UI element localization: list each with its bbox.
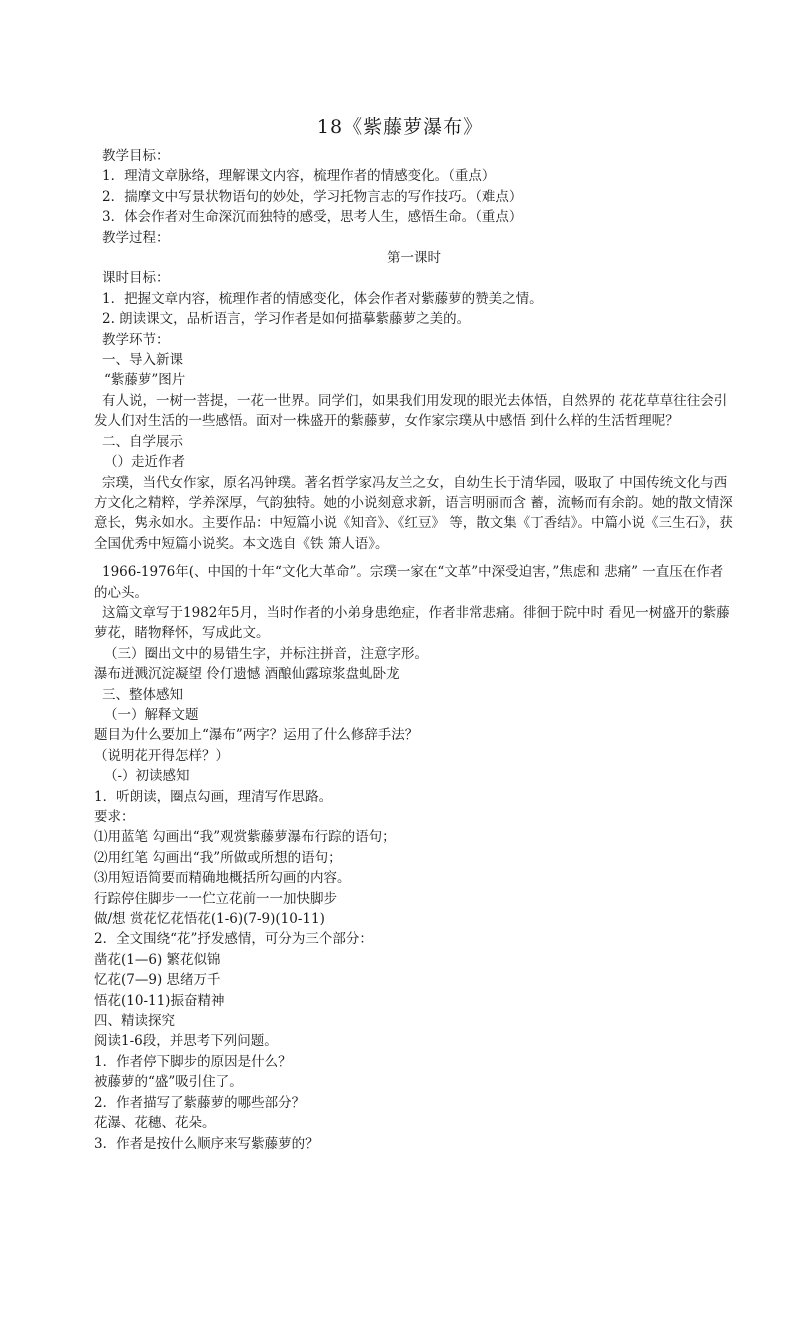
text-line: 1．作者停下脚步的原因是什么？: [94, 1053, 292, 1070]
text-line: 第一课时: [387, 250, 441, 267]
text-line: 做/想 赏花忆花悟花(1-6)(7-9)(10-11): [94, 911, 325, 928]
document-body: [94, 146, 734, 1154]
text-line: 二、自学展示: [102, 433, 183, 450]
text-line: 被藤萝的“盛”吸引住了。: [94, 1074, 243, 1091]
text-line: 2．揣摩文中写景状物语句的妙处，学习托物言志的写作技巧。（难点）: [102, 188, 523, 205]
text-line: 1．把握文章内容，梳理作者的情感变化，体会作者对紫藤萝的赞美之情。: [102, 290, 543, 307]
text-line: 有人说，一树一菩提，一花一世界。同学们，如果我们用发现的眼光去体悟，自然界的 花花草草往往会引发人们对生活的一些感悟。面对一株盛开的紫藤萝，女作家宗璞从中感悟 到什么样的生活哲理呢？: [94, 392, 728, 430]
text-line: 悟花(10-11)振奋精神: [94, 992, 225, 1009]
text-line: （）走近作者: [104, 454, 185, 471]
text-line: 2. 朗读课文，品析语言，学习作者是如何描摹紫藤萝之美的。: [102, 311, 471, 328]
text-line: 行踪停住脚步一一伫立花前一一加快脚步: [94, 890, 337, 907]
text-line: 要求：: [94, 809, 135, 825]
text-line: 2．全文围绕“花”抒发感情，可分为三个部分：: [94, 931, 373, 948]
text-line: 教学环节：: [102, 331, 170, 348]
text-line: 宗璞，当代女作家，原名冯钟璞。著名哲学家冯友兰之女，自幼生长于清华园，吸取了 中国传统文化与西方文化之精粹，学养深厚，气韵独特。她的小说刻意求新，语言明丽而含 蓄，流畅而有余韵。她的散文情深意长，隽永如水。主要作品：中短篇小说《知音》、《红豆》 等，散文集《丁香结》。中篇小说《三生石》，获全国优秀中短篇小说奖。本文选自《铁 箫人语》。: [94, 474, 733, 552]
text-line: 2．作者描写了紫藤萝的哪些部分？: [94, 1094, 306, 1111]
text-line: 花瀑、花穗、花朵。: [94, 1115, 216, 1132]
text-line: ⑵用红笔 勾画出“我”所做或所想的语句；: [94, 849, 342, 866]
text-line: 教学目标：: [102, 148, 170, 164]
text-line: 教学过程：: [102, 229, 170, 246]
text-line: （-）初读感知: [104, 768, 190, 785]
text-line: 题目为什么要加上“瀑布”两字？运用了什么修辞手法？: [94, 727, 419, 744]
text-line: 3．作者是按什么顺序来写紫藤萝的？: [94, 1135, 319, 1152]
text-line: “紫藤萝”图片: [104, 372, 186, 389]
text-line: （说明花开得怎样？）: [94, 747, 229, 764]
text-line: 这篇文章写于1982年5月，当时作者的小弟身患绝症，作者非常悲痛。徘徊于院中时 看见一树盛开的紫藤萝花，睹物释怀，写成此文。: [94, 604, 730, 642]
text-line: 阅读1-6段，并思考下列问题。: [94, 1033, 278, 1050]
text-line: （一）解释文题: [104, 706, 199, 723]
text-line: 3．体会作者对生命深沉而独特的感受，思考人生，感悟生命。（重点）: [102, 209, 523, 226]
text-line: 忆花(7—9) 思绪万千: [94, 972, 221, 989]
text-line: ⑴用蓝笔 勾画出“我”观赏紫藤萝瀑布行踪的语句；: [94, 829, 396, 846]
text-line: 课时目标：: [102, 270, 170, 287]
text-line: ⑶用短语简要而精确地概括所勾画的内容。: [94, 870, 351, 887]
paragraph-gap: [94, 554, 734, 562]
text-line: 1966-1976年(、中国的十年“文化大革命”。宗璞一家在“文革”中深受迫害，”焦虑和 悲痛” 一直压在作者的心头。: [94, 564, 724, 601]
text-line: 一、导入新课: [102, 352, 183, 369]
text-line: 凿花(1—6) 繁花似锦: [94, 951, 221, 968]
text-line: 四、精读探究: [94, 1013, 175, 1030]
text-line: 瀑布迸溅沉淀凝望 伶仃遗憾 酒酿仙露琼浆盘虬卧龙: [94, 666, 400, 683]
text-line: 三、整体感知: [102, 686, 183, 703]
text-line: （三）圈出文中的易错生字，并标注拼音，注意字形。: [104, 645, 428, 662]
text-line: 1．理清文章脉络，理解课文内容，梳理作者的情感变化。（重点）: [102, 168, 496, 185]
document-title: 18《紫藤萝瀑布》: [316, 116, 484, 138]
text-line: 1．听朗读，圈点勾画，理清写作思路。: [94, 788, 333, 805]
